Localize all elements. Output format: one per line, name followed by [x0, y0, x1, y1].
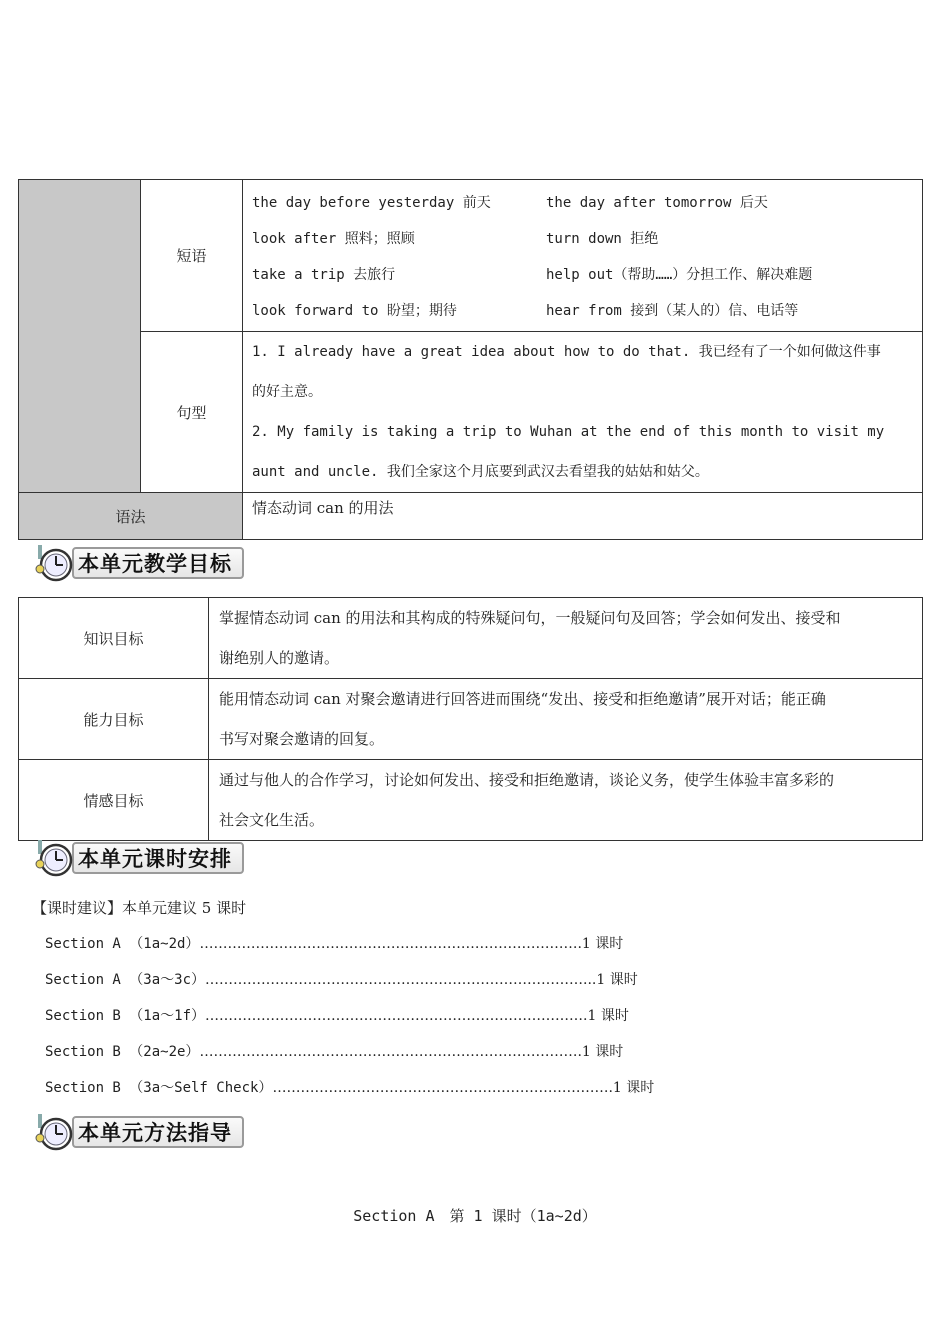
goal-line: 能用情态动词 can 对聚会邀请进行回答进而围绕“发出、接受和拒绝邀请”展开对话；能正确 [219, 690, 826, 708]
phrase-left: the day before yesterday 前天 [252, 194, 491, 211]
schedule-hours: 1 课时 [587, 1008, 629, 1024]
schedule-dots: ………………………………………………………………………. [199, 936, 582, 952]
table-row [19, 679, 923, 760]
schedule-hours: 1 课时 [581, 936, 624, 952]
phrase-right: the day after tomorrow 后天 [546, 194, 768, 211]
phrase-left: look after 照料；照顾 [252, 230, 415, 247]
goal-line: 书写对聚会邀请的回复。 [219, 730, 385, 748]
phrase-row [243, 184, 922, 220]
phrase-left: take a trip 去旅行 [252, 266, 396, 283]
schedule-section: Section A （3a～3c） [45, 972, 206, 988]
schedule-hours: 1 课时 [612, 1080, 655, 1096]
grammar-label: 语法 [19, 493, 243, 540]
section-title: 本单元方法指导 [72, 1116, 244, 1148]
sentence-line: 1. I already have a great idea about how to do that. 我已经有了一个如何做这件事 [252, 344, 881, 360]
section-header-goals [34, 543, 244, 583]
section-header-method [34, 1112, 244, 1152]
schedule-row [45, 1005, 629, 1025]
schedule-row [45, 1041, 623, 1061]
goal-line: 通过与他人的合作学习，讨论如何发出、接受和拒绝邀请，谈论义务，使学生体验丰富多彩的 [219, 771, 835, 789]
phrase-row [243, 220, 922, 256]
goal-line: 谢绝别人的邀请。 [219, 649, 340, 667]
schedule-row [45, 933, 623, 953]
phrase-right: hear from 接到（某人的）信、电话等 [546, 302, 799, 319]
sentence-line: 2. My family is taking a trip to Wuhan at the end of this month to visit my [252, 424, 885, 440]
grammar-text: 情态动词 can 的用法 [243, 493, 923, 540]
schedule-hours: 1 课时 [581, 1044, 624, 1060]
schedule-section: Section B （3a～Self Check） [45, 1080, 273, 1096]
lesson-title: Section A 第 1 课时（1a~2d） [353, 1207, 597, 1225]
schedule-dots: ………………………………………………………………………. [199, 1044, 582, 1060]
schedule-section: Section B （2a~2e） [45, 1044, 200, 1060]
sentences-label: 句型 [141, 332, 243, 493]
phrase-left: look forward to 盼望；期待 [252, 302, 457, 319]
schedule-section: Section B （1a～1f） [45, 1008, 206, 1024]
clock-icon [34, 838, 76, 878]
schedule-row [45, 969, 638, 989]
phrases-label: 短语 [141, 180, 243, 332]
clock-icon [34, 1112, 76, 1152]
vocab-table [18, 179, 923, 540]
goal-label: 能力目标 [19, 679, 209, 760]
vocab-side-cell [19, 180, 141, 493]
schedule-title: 【课时建议】本单元建议 5 课时 [32, 899, 247, 917]
schedule-dots: ………………………………………………………………………... [205, 972, 597, 988]
phrase-row [243, 256, 922, 292]
phrase-right: help out（帮助……）分担工作、解决难题 [546, 266, 813, 283]
schedule-section: Section A （1a~2d） [45, 936, 200, 952]
goal-content [209, 598, 923, 679]
goal-content [209, 760, 923, 841]
sentence-line: 的好主意。 [252, 384, 322, 400]
schedule-hours: 1 课时 [596, 972, 638, 988]
phrases-cell [243, 180, 923, 332]
schedule-dots: ………………………………………………………………. [272, 1080, 613, 1096]
schedule-row [45, 1077, 654, 1097]
goals-table [18, 597, 923, 841]
schedule-dots: ………………………………………………………………………. [205, 1008, 588, 1024]
table-row [19, 760, 923, 841]
phrase-row [243, 292, 922, 328]
section-title: 本单元教学目标 [72, 547, 244, 579]
phrase-right: turn down 拒绝 [546, 230, 659, 247]
clock-icon [34, 543, 76, 583]
sentences-cell [243, 332, 923, 493]
section-title: 本单元课时安排 [72, 842, 244, 874]
section-header-schedule [34, 838, 244, 878]
goal-label: 知识目标 [19, 598, 209, 679]
goal-label: 情感目标 [19, 760, 209, 841]
goal-line: 社会文化生活。 [219, 811, 325, 829]
sentence-line: aunt and uncle. 我们全家这个月底要到武汉去看望我的姑姑和姑父。 [252, 464, 709, 480]
table-row [19, 598, 923, 679]
goal-line: 掌握情态动词 can 的用法和其构成的特殊疑问句，一般疑问句及回答；学会如何发出、接受和 [219, 609, 841, 627]
goal-content [209, 679, 923, 760]
